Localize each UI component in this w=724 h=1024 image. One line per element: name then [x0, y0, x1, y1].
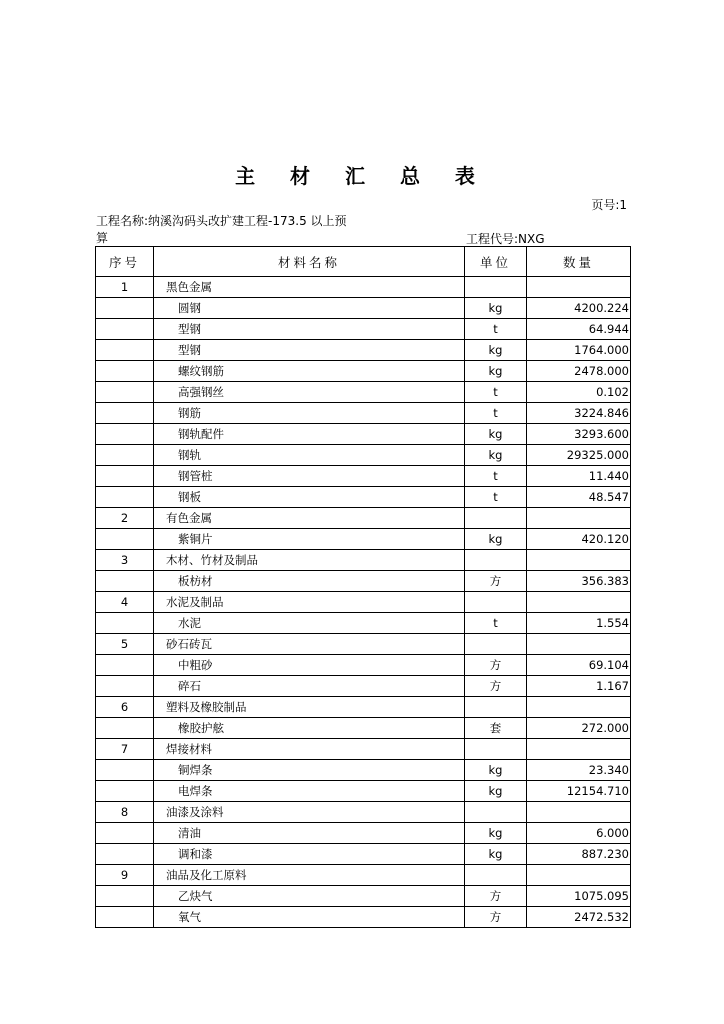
quantity: 420.120	[527, 529, 631, 550]
material-name: 钢筋	[154, 403, 465, 424]
quantity: 2478.000	[527, 361, 631, 382]
quantity: 48.547	[527, 487, 631, 508]
material-name: 螺纹钢筋	[154, 361, 465, 382]
quantity	[527, 802, 631, 823]
unit: t	[465, 382, 527, 403]
quantity: 23.340	[527, 760, 631, 781]
table-row	[96, 529, 631, 550]
quantity: 3293.600	[527, 424, 631, 445]
row-index	[96, 340, 154, 361]
unit: kg	[465, 361, 527, 382]
row-index: 5	[96, 634, 154, 655]
row-index	[96, 907, 154, 928]
table-row	[96, 823, 631, 844]
category-row	[96, 592, 631, 613]
quantity	[527, 739, 631, 760]
quantity	[527, 277, 631, 298]
unit: 方	[465, 571, 527, 592]
category-row	[96, 739, 631, 760]
material-name: 钢管桩	[154, 466, 465, 487]
row-index	[96, 529, 154, 550]
material-name: 紫铜片	[154, 529, 465, 550]
material-name: 中粗砂	[154, 655, 465, 676]
row-index	[96, 823, 154, 844]
quantity	[527, 508, 631, 529]
material-name: 塑料及橡胶制品	[154, 697, 465, 718]
material-name: 油漆及涂料	[154, 802, 465, 823]
unit	[465, 277, 527, 298]
row-index	[96, 655, 154, 676]
header-material-name: 材料名称	[154, 247, 465, 277]
row-index	[96, 424, 154, 445]
unit	[465, 739, 527, 760]
material-name: 铜焊条	[154, 760, 465, 781]
quantity: 356.383	[527, 571, 631, 592]
unit: t	[465, 466, 527, 487]
row-index	[96, 487, 154, 508]
table-row	[96, 487, 631, 508]
category-row	[96, 508, 631, 529]
unit: 方	[465, 907, 527, 928]
quantity: 1075.095	[527, 886, 631, 907]
row-index: 9	[96, 865, 154, 886]
unit: kg	[465, 760, 527, 781]
material-name: 橡胶护舷	[154, 718, 465, 739]
unit	[465, 508, 527, 529]
category-row	[96, 697, 631, 718]
material-name: 钢轨	[154, 445, 465, 466]
material-name: 高强钢丝	[154, 382, 465, 403]
materials-table	[95, 246, 631, 928]
unit: kg	[465, 298, 527, 319]
header-index: 序号	[96, 247, 154, 277]
unit: 套	[465, 718, 527, 739]
row-index: 4	[96, 592, 154, 613]
quantity: 1.167	[527, 676, 631, 697]
unit	[465, 550, 527, 571]
row-index: 8	[96, 802, 154, 823]
row-index	[96, 844, 154, 865]
material-name: 钢板	[154, 487, 465, 508]
material-name: 焊接材料	[154, 739, 465, 760]
unit: t	[465, 613, 527, 634]
quantity: 1764.000	[527, 340, 631, 361]
quantity: 0.102	[527, 382, 631, 403]
unit: kg	[465, 823, 527, 844]
table-row	[96, 466, 631, 487]
table-row	[96, 340, 631, 361]
material-name: 板枋材	[154, 571, 465, 592]
unit: 方	[465, 655, 527, 676]
quantity	[527, 697, 631, 718]
material-name: 型钢	[154, 319, 465, 340]
quantity: 11.440	[527, 466, 631, 487]
table-row	[96, 571, 631, 592]
row-index	[96, 298, 154, 319]
material-name: 氧气	[154, 907, 465, 928]
table-row	[96, 844, 631, 865]
quantity: 1.554	[527, 613, 631, 634]
table-row	[96, 907, 631, 928]
quantity: 4200.224	[527, 298, 631, 319]
table-row	[96, 613, 631, 634]
material-name: 碎石	[154, 676, 465, 697]
material-name: 木材、竹材及制品	[154, 550, 465, 571]
category-row	[96, 550, 631, 571]
unit: t	[465, 487, 527, 508]
material-name: 型钢	[154, 340, 465, 361]
table-row	[96, 403, 631, 424]
row-index: 1	[96, 277, 154, 298]
row-index	[96, 403, 154, 424]
material-name: 圆钢	[154, 298, 465, 319]
quantity: 29325.000	[527, 445, 631, 466]
material-name: 水泥及制品	[154, 592, 465, 613]
material-name: 黑色金属	[154, 277, 465, 298]
table-row	[96, 319, 631, 340]
header-quantity: 数量	[527, 247, 631, 277]
quantity: 6.000	[527, 823, 631, 844]
unit	[465, 865, 527, 886]
table-row	[96, 382, 631, 403]
page-number: 页号:1	[591, 198, 627, 212]
unit	[465, 592, 527, 613]
table-row	[96, 718, 631, 739]
unit: t	[465, 403, 527, 424]
row-index	[96, 361, 154, 382]
row-index: 7	[96, 739, 154, 760]
table-row	[96, 298, 631, 319]
quantity	[527, 592, 631, 613]
quantity: 64.944	[527, 319, 631, 340]
project-name: 工程名称:纳溪沟码头改扩建工程-173.5 以上预算	[96, 214, 347, 245]
quantity: 887.230	[527, 844, 631, 865]
row-index	[96, 382, 154, 403]
quantity: 3224.846	[527, 403, 631, 424]
row-index	[96, 886, 154, 907]
quantity: 2472.532	[527, 907, 631, 928]
material-name: 调和漆	[154, 844, 465, 865]
row-index	[96, 571, 154, 592]
material-name: 有色金属	[154, 508, 465, 529]
table-row	[96, 361, 631, 382]
material-name: 钢轨配件	[154, 424, 465, 445]
row-index	[96, 445, 154, 466]
unit	[465, 697, 527, 718]
table-row	[96, 655, 631, 676]
table-row	[96, 886, 631, 907]
material-name: 乙炔气	[154, 886, 465, 907]
table-row	[96, 424, 631, 445]
quantity: 272.000	[527, 718, 631, 739]
unit: kg	[465, 844, 527, 865]
unit: 方	[465, 676, 527, 697]
unit: kg	[465, 424, 527, 445]
unit	[465, 634, 527, 655]
header-unit: 单位	[465, 247, 527, 277]
project-code: 工程代号:NXG	[466, 232, 545, 246]
unit: t	[465, 319, 527, 340]
unit: kg	[465, 781, 527, 802]
row-index	[96, 781, 154, 802]
quantity: 69.104	[527, 655, 631, 676]
unit: 方	[465, 886, 527, 907]
row-index	[96, 613, 154, 634]
material-name: 电焊条	[154, 781, 465, 802]
row-index	[96, 676, 154, 697]
category-row	[96, 634, 631, 655]
row-index: 6	[96, 697, 154, 718]
material-name: 清油	[154, 823, 465, 844]
category-row	[96, 865, 631, 886]
row-index: 3	[96, 550, 154, 571]
unit	[465, 802, 527, 823]
unit: kg	[465, 529, 527, 550]
unit: kg	[465, 340, 527, 361]
row-index	[96, 760, 154, 781]
row-index	[96, 319, 154, 340]
document-title: 主 材 汇 总 表	[235, 164, 489, 188]
row-index: 2	[96, 508, 154, 529]
table-row	[96, 781, 631, 802]
row-index	[96, 718, 154, 739]
material-name: 水泥	[154, 613, 465, 634]
quantity	[527, 634, 631, 655]
row-index	[96, 466, 154, 487]
table-row	[96, 676, 631, 697]
material-name: 砂石砖瓦	[154, 634, 465, 655]
table-row	[96, 445, 631, 466]
category-row	[96, 277, 631, 298]
material-name: 油品及化工原料	[154, 865, 465, 886]
category-row	[96, 802, 631, 823]
quantity	[527, 550, 631, 571]
table-row	[96, 760, 631, 781]
quantity	[527, 865, 631, 886]
table-header-row	[96, 247, 631, 277]
unit: kg	[465, 445, 527, 466]
quantity: 12154.710	[527, 781, 631, 802]
